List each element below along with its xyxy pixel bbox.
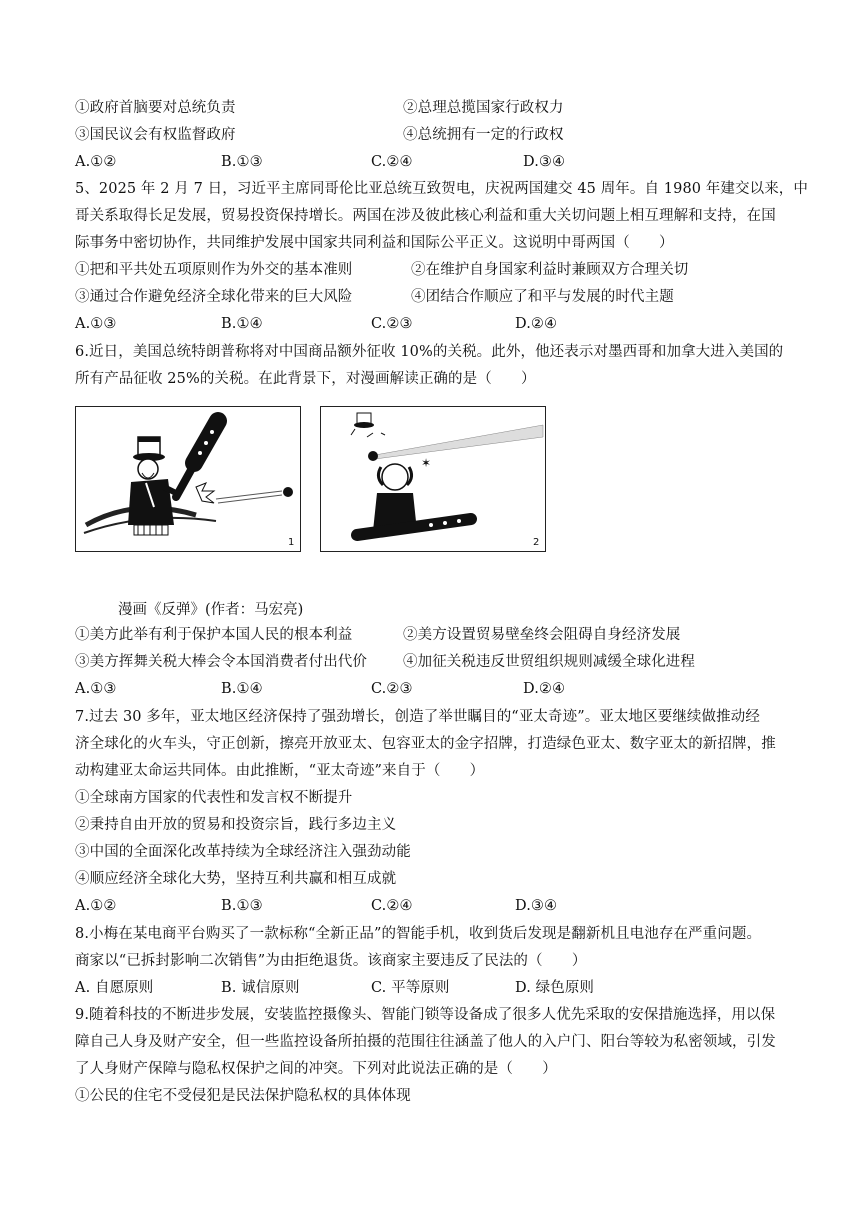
q5-stem-line-1: 5、2025 年 2 月 7 日，习近平主席同哥伦比亚总统互致贺电，庆祝两国建交 45 周年。自 1980 年建交以来，中 bbox=[75, 181, 809, 197]
cartoon-panel-1 bbox=[75, 406, 301, 552]
q7-choice-d[interactable]: D.③④ bbox=[515, 898, 558, 914]
q8-stem-line-1: 8.小梅在某电商平台购买了一款标称“全新正品”的智能手机，收到货后发现是翻新机且电池存在严重问题。 bbox=[75, 926, 762, 942]
q6-choice-c[interactable]: C.②③ bbox=[371, 681, 413, 697]
q5-choice-a[interactable]: A.①③ bbox=[75, 316, 117, 332]
q4-statement-row-2 bbox=[75, 126, 800, 144]
q4-choice-d[interactable]: D.③④ bbox=[523, 154, 566, 170]
q9-stem-line-1: 9.随着科技的不断进步发展，安装监控摄像头、智能门锁等设备成了很多人优先采取的安保措施选择，用以保 bbox=[75, 1007, 776, 1023]
q6-statement-3: ③美方挥舞关税大棒会令本国消费者付出代价 bbox=[75, 654, 367, 670]
q7-stem-line-2: 济全球化的火车头，守正创新，擦亮开放亚太、包容亚太的金字招牌，打造绿色亚太、数字亚太的新招牌，推 bbox=[75, 736, 776, 752]
q6-statement-row-1 bbox=[75, 626, 800, 644]
cartoon-panel-2 bbox=[320, 406, 546, 552]
q7-choice-a[interactable]: A.①② bbox=[75, 898, 117, 914]
q8-choice-c[interactable]: C. 平等原则 bbox=[371, 980, 450, 996]
cartoon-uncle-sam-swinging-club bbox=[76, 407, 300, 551]
q6-stem-line-1: 6.近日，美国总统特朗普称将对中国商品额外征收 10%的关税。此外，他还表示对墨西哥和加拿大进入美国的 bbox=[75, 344, 784, 360]
q6-statement-4: ④加征关税违反世贸组织规则减缓全球化进程 bbox=[403, 654, 695, 670]
q8-choice-b[interactable]: B. 诚信原则 bbox=[221, 980, 300, 996]
q4-statement-4: ④总统拥有一定的行政权 bbox=[403, 127, 564, 143]
panel-2-number: 2 bbox=[533, 537, 540, 548]
q6-choice-b[interactable]: B.①④ bbox=[221, 681, 263, 697]
q6-choice-a[interactable]: A.①③ bbox=[75, 681, 117, 697]
svg-text:✶: ✶ bbox=[421, 456, 432, 470]
q4-statement-3: ③国民议会有权监督政府 bbox=[75, 127, 236, 143]
q6-statement-row-2 bbox=[75, 653, 800, 671]
q7-stem-line-1: 7.过去 30 多年，亚太地区经济保持了强劲增长，创造了举世瞩目的“亚太奇迹”。亚太地区要继续做推动经 bbox=[75, 709, 760, 725]
q5-stem-line-2: 哥关系取得长足发展，贸易投资保持增长。两国在涉及彼此核心利益和重大关切问题上相互理解和支持，在国 bbox=[75, 208, 776, 224]
q5-statement-3: ③通过合作避免经济全球化带来的巨大风险 bbox=[75, 289, 353, 305]
cartoon-uncle-sam-hit-by-rebound bbox=[321, 407, 545, 551]
q5-statement-2: ②在维护自身国家利益时兼顾双方合理关切 bbox=[411, 262, 689, 278]
q5-statement-4: ④团结合作顺应了和平与发展的时代主题 bbox=[411, 289, 674, 305]
panel-1-number: 1 bbox=[288, 537, 295, 548]
q5-statement-1: ①把和平共处五项原则作为外交的基本准则 bbox=[75, 262, 353, 278]
q5-statement-row-1 bbox=[75, 261, 800, 279]
q7-statement-4: ④顺应经济全球化大势，坚持互利共赢和相互成就 bbox=[75, 871, 397, 887]
q9-stem-line-3: 了人身财产保障与隐私权保护之间的冲突。下列对此说法正确的是（ ） bbox=[75, 1061, 557, 1077]
q4-statement-2: ②总理总揽国家行政权力 bbox=[403, 100, 564, 116]
q6-choice-d[interactable]: D.②④ bbox=[523, 681, 566, 697]
q4-choice-c[interactable]: C.②④ bbox=[371, 154, 413, 170]
q4-choice-a[interactable]: A.①② bbox=[75, 154, 117, 170]
cartoon-caption: 漫画《反弹》(作者：马宏亮) bbox=[118, 602, 304, 618]
q7-statement-3: ③中国的全面深化改革持续为全球经济注入强劲动能 bbox=[75, 844, 411, 860]
q7-statement-2: ②秉持自由开放的贸易和投资宗旨，践行多边主义 bbox=[75, 817, 397, 833]
q7-choice-c[interactable]: C.②④ bbox=[371, 898, 413, 914]
q8-stem-line-2: 商家以“已拆封影响二次销售”为由拒绝退货。该商家主要违反了民法的（ ） bbox=[75, 953, 587, 969]
q5-stem-line-3: 际事务中密切协作，共同维护发展中国家共同利益和国际公平正义。这说明中哥两国（ ） bbox=[75, 235, 674, 251]
q8-choice-a[interactable]: A. 自愿原则 bbox=[75, 980, 154, 996]
q5-statement-row-2 bbox=[75, 288, 800, 306]
q4-statement-row-1 bbox=[75, 99, 800, 117]
q7-choice-b[interactable]: B.①③ bbox=[221, 898, 263, 914]
q9-statement-1: ①公民的住宅不受侵犯是民法保护隐私权的具体体现 bbox=[75, 1088, 411, 1104]
q9-stem-line-2: 障自己人身及财产安全，但一些监控设备所拍摄的范围往往涵盖了他人的入户门、阳台等较为私密领域，引发 bbox=[75, 1034, 776, 1050]
q6-statement-2: ②美方设置贸易壁垒终会阻碍自身经济发展 bbox=[403, 627, 681, 643]
q4-choice-b[interactable]: B.①③ bbox=[221, 154, 263, 170]
q7-statement-1: ①全球南方国家的代表性和发言权不断提升 bbox=[75, 790, 353, 806]
q6-statement-1: ①美方此举有利于保护本国人民的根本利益 bbox=[75, 627, 353, 643]
q6-stem-line-2: 所有产品征收 25%的关税。在此背景下，对漫画解读正确的是（ ） bbox=[75, 371, 536, 387]
q4-statement-1: ①政府首脑要对总统负责 bbox=[75, 100, 236, 116]
q5-choice-c[interactable]: C.②③ bbox=[371, 316, 413, 332]
q5-choice-d[interactable]: D.②④ bbox=[515, 316, 558, 332]
q8-choice-d[interactable]: D. 绿色原则 bbox=[515, 980, 595, 996]
q5-choice-b[interactable]: B.①④ bbox=[221, 316, 263, 332]
q7-stem-line-3: 动构建亚太命运共同体。由此推断，“亚太奇迹”来自于（ ） bbox=[75, 763, 485, 779]
